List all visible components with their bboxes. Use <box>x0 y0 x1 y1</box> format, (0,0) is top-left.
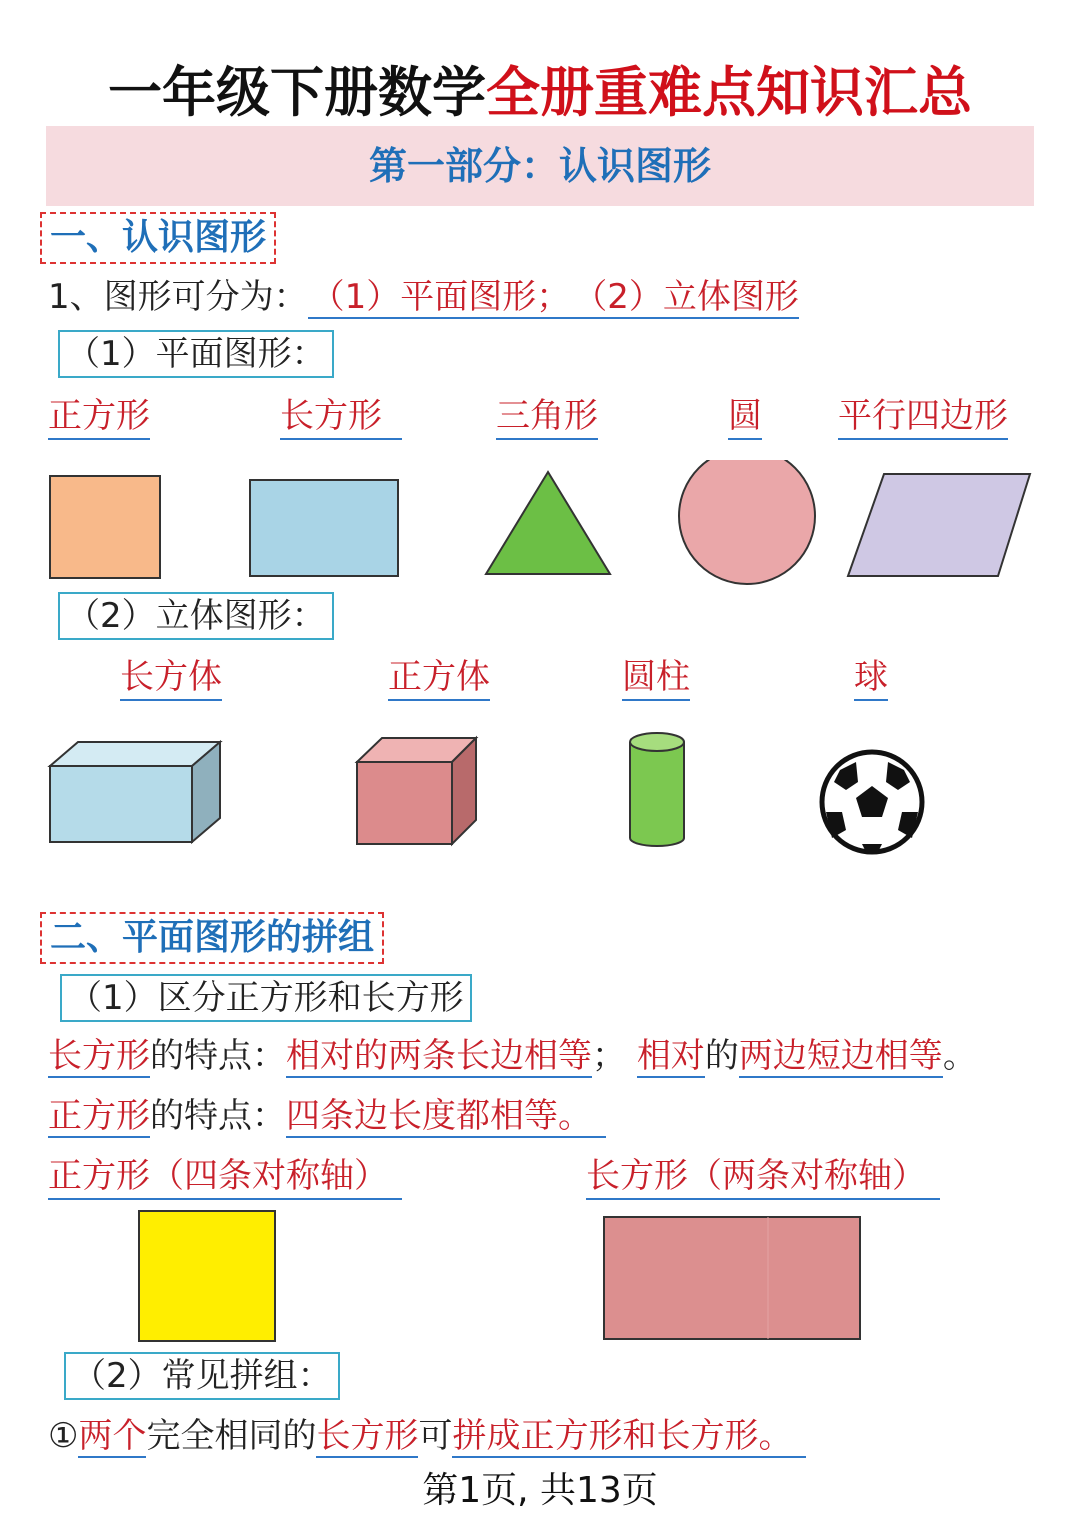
rect-feature-b2: 的 <box>704 1036 739 1076</box>
plane-shapes-figure <box>0 460 1080 590</box>
line1-plane: （1）平面图形； <box>308 277 571 319</box>
triangle-shape <box>486 472 610 574</box>
distinguish-box: （1）区分正方形和长方形 <box>60 974 472 1022</box>
label-cuboid: 长方体 <box>120 655 222 701</box>
pink-rectangle <box>604 1217 860 1339</box>
line1-prefix: 1、图形可分为： <box>48 277 308 317</box>
combo-a: 两个 <box>78 1416 147 1456</box>
part-banner-text: 第一部分：认识图形 <box>368 144 711 188</box>
page-title <box>0 50 1080 130</box>
symmetry-figures <box>0 1205 1080 1345</box>
label-cylinder: 圆柱 <box>622 655 690 701</box>
rect-feature-b3: 两边短边相等 <box>738 1036 943 1076</box>
label-square: 正方形 <box>48 394 150 440</box>
rect-feature-sep: ； <box>592 1036 626 1076</box>
label-triangle: 三角形 <box>496 394 598 440</box>
cube-shape <box>357 738 476 844</box>
combo-b: 完全相同的 <box>146 1416 317 1456</box>
solid-shapes-figure <box>0 720 1080 870</box>
rect-feature-a: 相对的两条长边相等 <box>286 1036 592 1076</box>
square-feature-mid: 的特点： <box>150 1096 286 1136</box>
rectangle-shape <box>250 480 398 576</box>
shape-category-line <box>48 275 799 319</box>
rectangle-feature <box>48 1034 977 1078</box>
yellow-square <box>139 1211 275 1341</box>
combo-c: 长方形 <box>316 1416 419 1456</box>
cuboid-shape <box>50 742 220 842</box>
combo-d: 可 <box>418 1416 453 1456</box>
soccer-ball-shape <box>822 752 922 852</box>
rect-feature-mid: 的特点： <box>150 1036 286 1076</box>
combo-box: （2）常见拼组： <box>64 1352 340 1400</box>
page-footer: 第1页, 共13页 <box>422 1470 658 1511</box>
combo-e: 拼成正方形和长方形。 <box>452 1416 806 1458</box>
rect-feature-name: 长方形 <box>48 1036 150 1076</box>
section2-heading: 二、平面图形的拼组 <box>40 912 384 964</box>
square-shape <box>50 476 160 578</box>
circle-shape <box>679 460 815 584</box>
title-part2: 全册重难点知识汇总 <box>486 61 972 129</box>
section1-heading: 一、认识图形 <box>40 212 276 264</box>
rect-feature-end: 。 <box>942 1036 977 1076</box>
rect-axis-label: 长方形（两条对称轴） <box>586 1154 940 1200</box>
solid-shapes-box: （2）立体图形： <box>58 592 334 640</box>
label-parallelogram: 平行四边形 <box>838 394 1008 440</box>
square-feature <box>48 1094 606 1138</box>
plane-shapes-box: （1）平面图形： <box>58 330 334 378</box>
label-sphere: 球 <box>854 655 888 701</box>
label-cube: 正方体 <box>388 655 490 701</box>
square-feature-a: 四条边长度都相等。 <box>286 1096 606 1138</box>
label-rectangle: 长方形 <box>280 394 402 440</box>
combo-num: ① <box>48 1416 79 1456</box>
title-part1: 一年级下册数学 <box>108 61 486 124</box>
cylinder-shape <box>630 733 684 846</box>
square-feature-name: 正方形 <box>48 1096 150 1136</box>
rect-feature-b1: 相对 <box>636 1036 705 1076</box>
parallelogram-shape <box>848 474 1030 576</box>
combo-line <box>48 1414 806 1458</box>
line1-solid: （2）立体图形 <box>570 277 799 319</box>
label-circle: 圆 <box>728 394 762 440</box>
part-banner <box>46 126 1034 206</box>
square-axis-label: 正方形（四条对称轴） <box>48 1154 402 1200</box>
